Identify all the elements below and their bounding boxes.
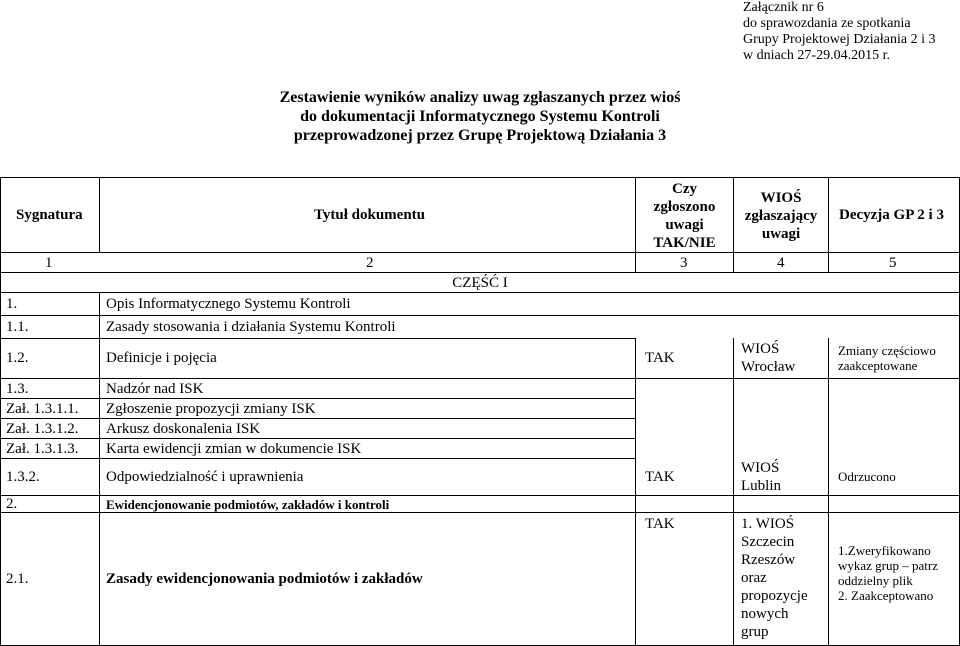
row-rule xyxy=(0,512,960,513)
row-rule xyxy=(0,398,635,399)
row-rule xyxy=(0,418,635,419)
row-signature: 2. xyxy=(6,496,18,512)
header-wios-line: uwagi xyxy=(761,226,801,242)
row-title: Odpowiedzialność i uprawnienia xyxy=(106,469,304,485)
row-decyzja-line: 2. Zaakceptowano xyxy=(838,588,934,603)
col-rule xyxy=(828,338,829,645)
row-title: Opis Informatycznego Systemu Kontroli xyxy=(106,296,351,312)
row-title: Zasady stosowania i działania Systemu Kontroli xyxy=(106,319,396,335)
row-title: Zgłoszenie propozycji zmiany ISK xyxy=(106,401,316,417)
col-rule xyxy=(99,177,100,252)
col-rule xyxy=(635,338,636,645)
row-czy: TAK xyxy=(645,350,675,366)
row-rule xyxy=(0,338,635,339)
row-signature: 1.2. xyxy=(6,350,29,366)
row-title: Definicje i pojęcia xyxy=(106,350,217,366)
row-decyzja-line: Zmiany częściowo xyxy=(838,343,936,358)
header-czy-line: uwagi xyxy=(665,217,704,233)
col-rule xyxy=(733,338,734,645)
row-signature: 1.3. xyxy=(6,381,29,397)
row-czy: TAK xyxy=(645,516,675,532)
column-number: 3 xyxy=(680,255,688,271)
row-rule xyxy=(0,272,960,273)
row-wios xyxy=(741,459,781,495)
annex-line: Grupy Projektowej Działania 2 i 3 xyxy=(743,32,936,47)
row-decyzja-line: wykaz grup – patrz xyxy=(838,558,938,573)
header-decyzja: Decyzja GP 2 i 3 xyxy=(839,207,944,223)
row-rule xyxy=(0,177,960,178)
row-rule xyxy=(0,378,960,379)
title-line: do dokumentacji Informatycznego Systemu Kontroli xyxy=(300,108,660,125)
header-tytul: Tytuł dokumentu xyxy=(314,207,426,223)
row-wios-line: Szczecin xyxy=(741,534,795,550)
annex-line: do sprawozdania ze spotkania xyxy=(743,16,911,31)
col-rule xyxy=(0,177,1,645)
row-title: Zasady ewidencjonowania podmiotów i zakładów xyxy=(106,571,423,587)
column-number: 5 xyxy=(889,255,897,271)
column-number: 4 xyxy=(777,255,785,271)
row-rule xyxy=(0,495,960,496)
column-number: 1 xyxy=(45,255,53,271)
row-rule xyxy=(0,458,635,459)
row-rule xyxy=(0,252,960,253)
row-rule xyxy=(0,292,960,293)
header-wios xyxy=(734,189,828,243)
annex-line: w dniach 27-29.04.2015 r. xyxy=(743,48,890,63)
row-decyzja xyxy=(838,543,938,603)
col-rule xyxy=(828,177,829,272)
title-line: przeprowadzonej przez Grupę Projektową Działania 3 xyxy=(293,127,667,144)
header-wios-line: WIOŚ xyxy=(760,190,802,206)
row-signature: Zał. 1.3.1.2. xyxy=(6,421,79,437)
row-title: Nadzór nad ISK xyxy=(106,381,204,397)
row-czy: TAK xyxy=(645,469,675,485)
row-signature: Zał. 1.3.1.1. xyxy=(6,401,79,417)
row-title: Arkusz doskonalenia ISK xyxy=(106,421,261,437)
row-title: Karta ewidencji zmian w dokumencie ISK xyxy=(106,441,362,457)
row-wios-line: Rzeszów xyxy=(741,552,796,568)
row-wios xyxy=(741,340,795,376)
row-decyzja: Odrzucono xyxy=(838,469,896,484)
row-rule xyxy=(0,438,635,439)
row-signature: Zał. 1.3.1.3. xyxy=(6,441,79,457)
row-decyzja-line: oddzielny plik xyxy=(838,573,913,588)
header-sygnatura: Sygnatura xyxy=(16,207,83,223)
col-rule xyxy=(99,292,100,645)
row-signature: 1. xyxy=(6,296,18,312)
row-wios-line: 1. WIOŚ xyxy=(741,516,795,532)
row-signature: 1.1. xyxy=(6,319,29,335)
section-title: CZĘŚĆ I xyxy=(452,275,508,291)
row-rule xyxy=(0,315,960,316)
row-wios xyxy=(741,515,808,641)
row-title: Ewidencjonowanie podmiotów, zakładów i kontroli xyxy=(106,497,390,512)
row-wios-line: oraz xyxy=(741,570,767,586)
row-wios-line: grup xyxy=(741,624,769,640)
column-number: 2 xyxy=(366,255,374,271)
row-wios-line: WIOŚ xyxy=(741,341,780,357)
title-line: Zestawienie wyników analizy uwag zgłaszanych przez wioś xyxy=(279,89,681,106)
row-wios-line: WIOŚ xyxy=(741,460,780,476)
row-wios-line: Lublin xyxy=(741,478,781,494)
header-czy-line: zgłoszono xyxy=(653,199,716,215)
header-czy-line: Czy xyxy=(672,181,697,197)
row-decyzja-line: 1.Zweryfikowano xyxy=(838,543,931,558)
row-decyzja-line: zaakceptowane xyxy=(838,358,918,373)
header-czy xyxy=(636,180,733,252)
row-wios-line: propozycje xyxy=(741,588,808,604)
row-wios-line: Wrocław xyxy=(741,359,796,375)
row-decyzja xyxy=(838,343,936,373)
row-signature: 1.3.2. xyxy=(6,469,40,485)
row-signature: 2.1. xyxy=(6,571,29,587)
annex-note xyxy=(743,0,935,64)
header-czy-line: TAK/NIE xyxy=(653,235,716,251)
row-wios-line: nowych xyxy=(741,606,789,622)
header-wios-line: zgłaszający xyxy=(744,208,818,224)
annex-line: Załącznik nr 6 xyxy=(743,0,824,15)
document-title xyxy=(0,88,960,145)
